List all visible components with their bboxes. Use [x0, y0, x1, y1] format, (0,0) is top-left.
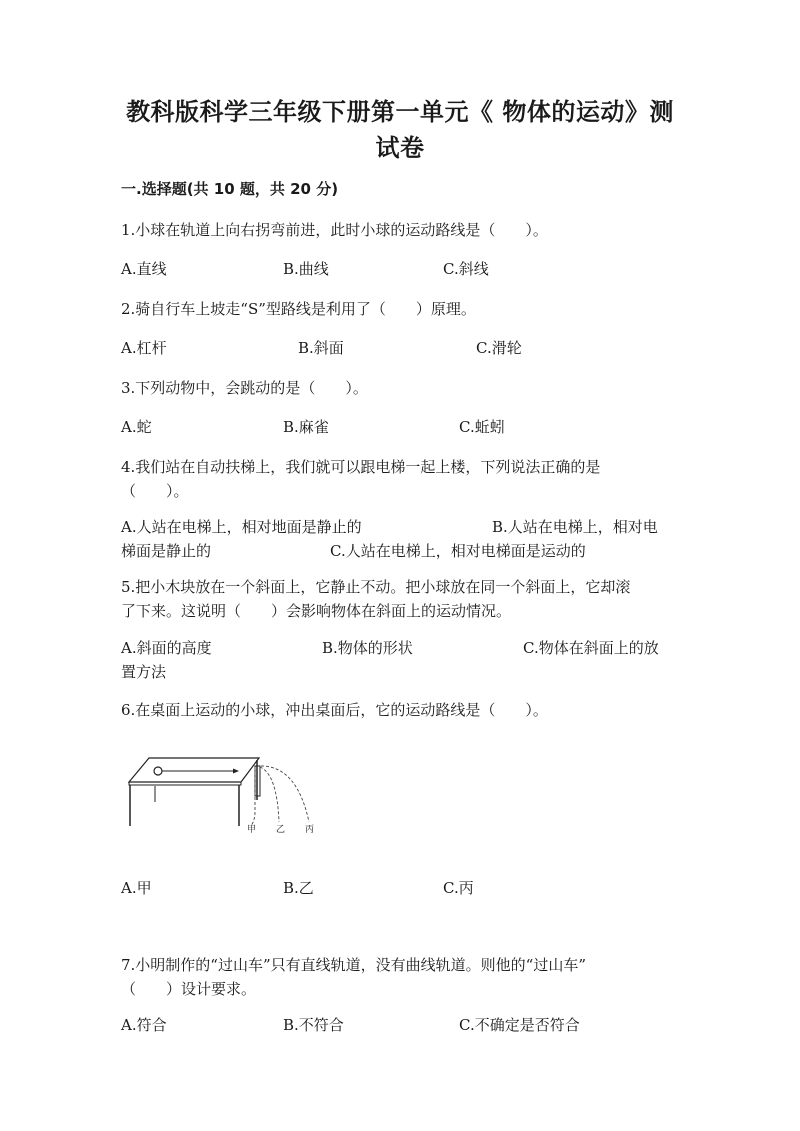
question-4-option-a[interactable]: A.人站在电梯上，相对地面是静止的 [121, 518, 362, 536]
page-title [110, 94, 690, 166]
figure-label-jia: 甲 [247, 825, 257, 835]
figure-label-bing: 丙 [305, 825, 315, 835]
trajectory-jia [251, 767, 255, 826]
question-4-option-b-continued: 梯面是静止的 [121, 542, 212, 560]
question-2-option-a[interactable]: A.杠杆 [121, 339, 167, 357]
question-3-option-c[interactable]: C.蚯蚓 [459, 418, 505, 436]
question-2-option-c[interactable]: C.滑轮 [476, 339, 522, 357]
question-1-stem: 1.小球在轨道上向右拐弯前进，此时小球的运动路线是（ ）。 [121, 221, 548, 239]
motion-arrowhead [233, 769, 239, 774]
question-2-option-b[interactable]: B.斜面 [298, 339, 344, 357]
question-6-stem: 6.在桌面上运动的小球，冲出桌面后，它的运动路线是（ ）。 [121, 701, 548, 719]
question-7-option-b[interactable]: B.不符合 [283, 1016, 344, 1034]
title-line-2: 试卷 [375, 134, 425, 162]
question-4-option-b[interactable]: B.人站在电梯上，相对电 [492, 518, 658, 536]
question-3-option-a[interactable]: A.蛇 [121, 418, 152, 436]
table-ball-trajectory-figure [121, 752, 331, 842]
question-7-stem-line-2: （ ）设计要求。 [121, 980, 257, 998]
question-1-option-b[interactable]: B.曲线 [283, 260, 329, 278]
question-5-stem-line-2: 了下来。这说明（ ）会影响物体在斜面上的运动情况。 [121, 602, 512, 620]
question-7-option-a[interactable]: A.符合 [121, 1016, 167, 1034]
question-6-option-a[interactable]: A.甲 [121, 879, 152, 897]
question-3-stem: 3.下列动物中，会跳动的是（ ）。 [121, 379, 368, 397]
table-top [129, 758, 259, 782]
question-5-stem-line-1: 5.把小木块放在一个斜面上，它静止不动。把小球放在同一个斜面上，它却滚 [121, 578, 631, 596]
trajectory-yi [260, 767, 279, 822]
ball [154, 767, 162, 775]
question-4-option-c[interactable]: C.人站在电梯上，相对电梯面是运动的 [330, 542, 586, 560]
question-2-stem: 2.骑自行车上坡走“S”型路线是利用了（ ）原理。 [121, 300, 476, 318]
question-6-option-c[interactable]: C.丙 [443, 879, 474, 897]
question-5-option-c-continued: 置方法 [121, 663, 167, 681]
question-4-stem-line-1: 4.我们站在自动扶梯上，我们就可以跟电梯一起上楼，下列说法正确的是 [121, 458, 601, 476]
question-5-option-c[interactable]: C.物体在斜面上的放 [523, 639, 659, 657]
figure-label-yi: 乙 [276, 825, 286, 835]
question-3-option-b[interactable]: B.麻雀 [283, 418, 329, 436]
title-line-1: 教科版科学三年级下册第一单元《 物体的运动》测 [126, 98, 674, 126]
question-1-option-a[interactable]: A.直线 [121, 260, 167, 278]
question-7-stem-line-1: 7.小明制作的“过山车”只有直线轨道，没有曲线轨道。则他的“过山车” [121, 956, 586, 974]
question-5-option-b[interactable]: B.物体的形状 [322, 639, 413, 657]
question-5-option-a[interactable]: A.斜面的高度 [121, 639, 212, 657]
question-7-option-c[interactable]: C.不确定是否符合 [459, 1016, 580, 1034]
question-4-stem-line-2: （ ）。 [121, 482, 189, 500]
section-heading: 一.选择题(共 10 题，共 20 分) [121, 180, 339, 198]
question-1-option-c[interactable]: C.斜线 [443, 260, 489, 278]
question-6-option-b[interactable]: B.乙 [283, 879, 314, 897]
